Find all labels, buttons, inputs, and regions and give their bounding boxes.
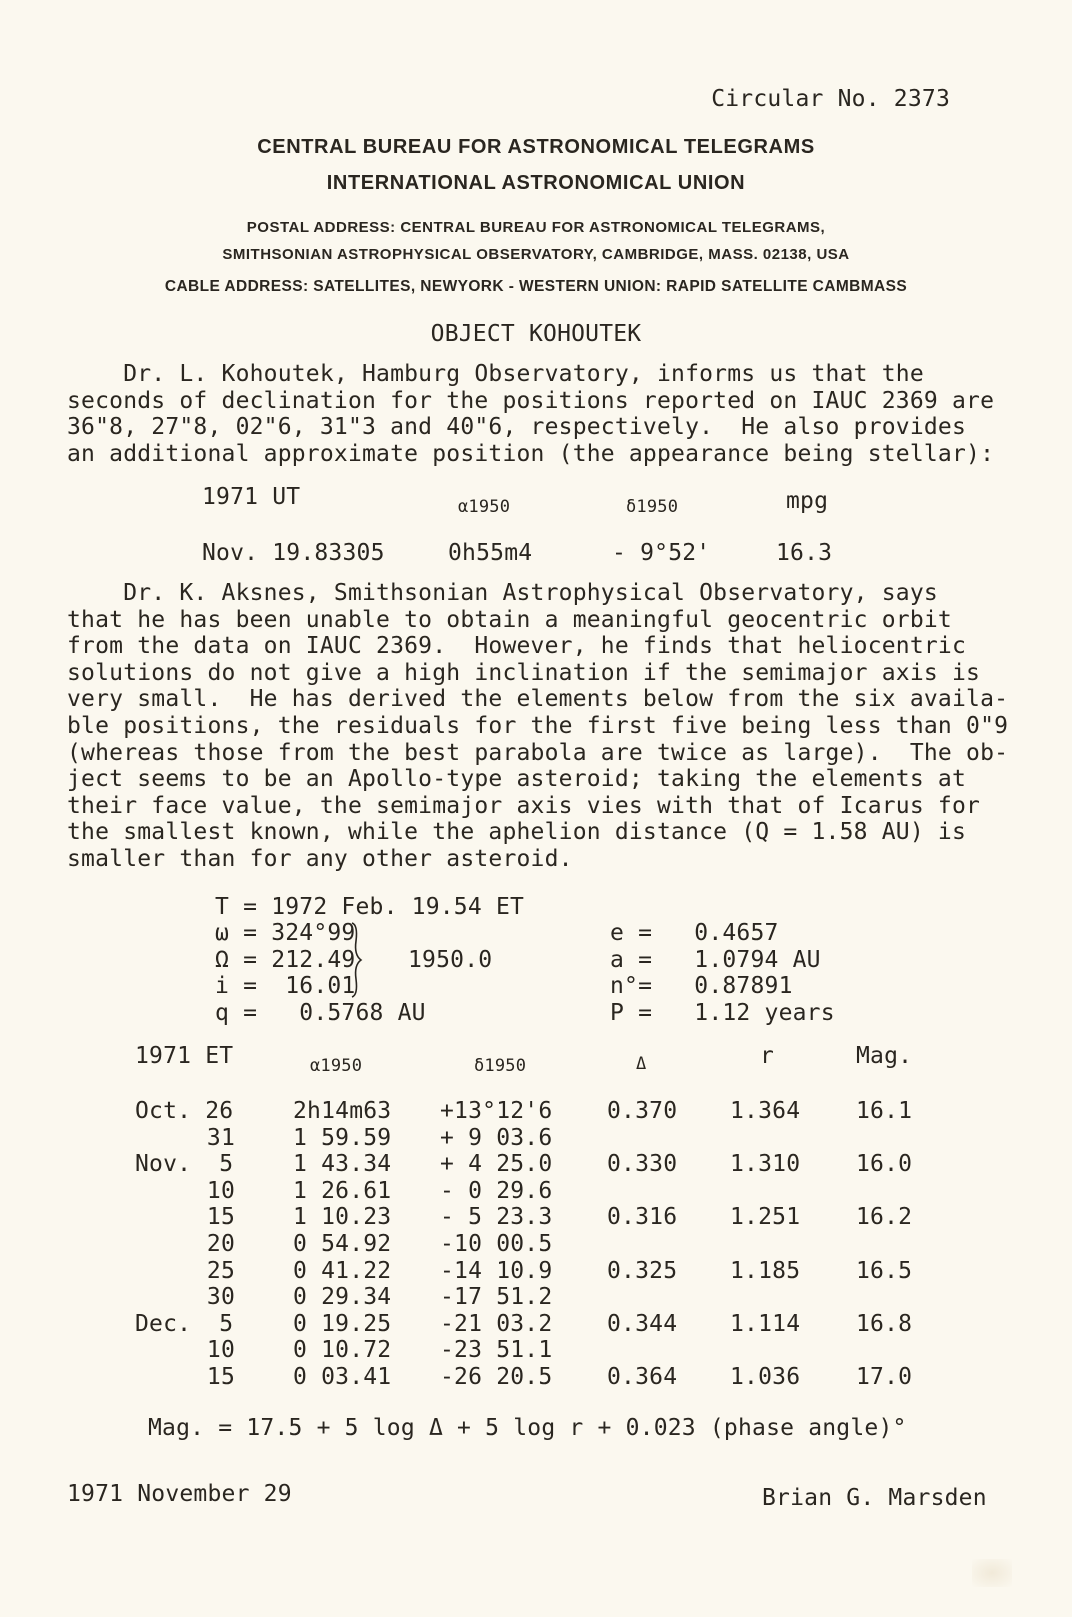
ephem-cell-ra: 0 03.41 (293, 1364, 392, 1390)
union-title: INTERNATIONAL ASTRONOMICAL UNION (326, 172, 746, 194)
bureau-title: CENTRAL BUREAU FOR ASTRONOMICAL TELEGRAMS (257, 136, 815, 158)
ephem-cell-dec: -14 10.9 (440, 1257, 553, 1284)
ephem-cell-date: 15 (206, 1204, 235, 1231)
position-ra: 0h55m4 (448, 540, 533, 566)
ephem-cell-date: 10 (206, 1177, 235, 1204)
ephem-header-mag: Mag. (856, 1043, 913, 1069)
ephem-cell-dec: - 5 23.3 (440, 1204, 553, 1231)
ephem-cell-dec: -21 03.2 (440, 1310, 553, 1337)
ephem-cell-ra: 0 29.34 (293, 1284, 392, 1311)
ephem-cell-date: Nov. 5 (135, 1151, 234, 1178)
object-title: OBJECT KOHOUTEK (430, 321, 642, 347)
circular-number: Circular No. 2373 (711, 86, 950, 112)
ephem-cell-mag: 17.0 (856, 1364, 913, 1390)
ephem-cell-mag: 16.8 (856, 1310, 913, 1337)
text-line: ject seems to be an Apollo-type asteroid; taking the elements at (67, 766, 967, 793)
ephem-cell-dec: -10 00.5 (440, 1231, 553, 1257)
text-line: 36"8, 27"8, 02"6, 31"3 and 40"6, respectively. He also provides (67, 414, 967, 441)
ephem-cell-date: 30 (206, 1284, 235, 1311)
ephem-cell-ra: 1 10.23 (293, 1204, 392, 1231)
ephem-cell-mag: 16.2 (856, 1204, 913, 1231)
ephem-header-dec: δ1950 (474, 1056, 527, 1076)
position-header-mag: mpg (786, 488, 829, 514)
position-dec: - 9°52' (612, 540, 711, 566)
ephem-header-delta: Δ (636, 1054, 647, 1074)
ephem-cell-date: 10 (206, 1337, 235, 1364)
ephem-cell-date: 20 (206, 1231, 235, 1257)
text-line: seconds of declination for the positions reported on IAUC 2369 are (67, 387, 995, 414)
postal-address: POSTAL ADDRESS: CENTRAL BUREAU FOR ASTRONOMICAL TELEGRAMS, (246, 219, 826, 236)
ephem-cell-mag: 16.0 (856, 1151, 913, 1178)
element-inclination: i = 16.01 (215, 973, 356, 999)
element-equinox: 1950.0 (408, 947, 493, 973)
element-node: Ω = 212.49 (215, 947, 356, 973)
ephem-cell-ra: 0 10.72 (293, 1337, 392, 1364)
text-line: an additional approximate position (the appearance being stellar): (67, 440, 995, 467)
text-line: ble positions, the residuals for the first five being less than 0"9 (67, 712, 1009, 739)
ephem-cell-date: 25 (206, 1257, 235, 1284)
text-line: the smallest known, while the aphelion distance (Q = 1.58 AU) is (67, 819, 967, 846)
ephem-cell-ra: 0 19.25 (293, 1310, 392, 1337)
ephem-cell-mag: 16.1 (856, 1098, 913, 1124)
ephem-cell-ra: 0 54.92 (293, 1231, 392, 1257)
ephem-cell-date: 31 (206, 1124, 235, 1151)
ephem-cell-r: 1.364 (730, 1098, 801, 1124)
ephem-cell-date: Oct. 26 (135, 1098, 234, 1124)
text-line: smaller than for any other asteroid. (67, 845, 573, 872)
text-line: (whereas those from the best parabola are twice as large). The ob- (67, 739, 1009, 766)
ephem-cell-ra: 1 59.59 (293, 1124, 392, 1151)
ephem-cell-r: 1.185 (730, 1257, 801, 1284)
ephem-cell-dec: + 9 03.6 (440, 1124, 553, 1151)
ephem-header-date: 1971 ET (135, 1043, 234, 1069)
ephem-cell-delta: 0.330 (607, 1151, 678, 1178)
cable-address: CABLE ADDRESS: SATELLITES, NEWYORK - WESTERN UNION: RAPID SATELLITE CAMBMASS (164, 278, 908, 295)
magnitude-formula: Mag. = 17.5 + 5 log Δ + 5 log r + 0.023 (phase angle)° (148, 1415, 907, 1441)
ephem-cell-dec: - 0 29.6 (440, 1177, 553, 1204)
position-date: Nov. 19.83305 (202, 540, 385, 566)
paper-stain (972, 1559, 1012, 1587)
ephem-cell-ra: 1 43.34 (293, 1151, 392, 1178)
ephem-cell-delta: 0.370 (607, 1098, 678, 1124)
paragraph-kohoutek (67, 361, 994, 467)
ephem-cell-date: 15 (206, 1364, 235, 1390)
brace-icon (348, 921, 368, 999)
position-header-dec: δ1950 (626, 497, 679, 517)
element-n: n°= 0.87891 (610, 973, 793, 999)
text-line: that he has been unable to obtain a meaningful geocentric orbit (67, 606, 952, 633)
ephem-cell-r: 1.310 (730, 1151, 801, 1178)
ephem-cell-dec: + 4 25.0 (440, 1151, 553, 1178)
position-mag: 16.3 (776, 540, 833, 566)
text-line: Dr. K. Aksnes, Smithsonian Astrophysical Observatory, says (67, 580, 938, 606)
ephem-cell-delta: 0.325 (607, 1257, 678, 1284)
element-P: P = 1.12 years (610, 1000, 835, 1026)
ephem-cell-dec: +13°12'6 (440, 1098, 553, 1124)
text-line: solutions do not give a high inclination if the semimajor axis is (67, 659, 981, 686)
position-header-time: 1971 UT (202, 484, 301, 510)
element-q: q = 0.5768 AU (215, 1000, 426, 1026)
element-a: a = 1.0794 AU (610, 947, 821, 973)
text-line: Dr. L. Kohoutek, Hamburg Observatory, informs us that the (67, 361, 924, 387)
ephem-header-r: r (760, 1043, 775, 1069)
ephem-cell-dec: -17 51.2 (440, 1284, 553, 1311)
ephem-cell-r: 1.036 (730, 1364, 801, 1390)
text-line: from the data on IAUC 2369. However, he finds that heliocentric (67, 633, 967, 660)
footer-date: 1971 November 29 (67, 1481, 292, 1507)
ephem-cell-ra: 2h14m63 (293, 1098, 392, 1124)
ephem-cell-ra: 1 26.61 (293, 1177, 392, 1204)
ephem-cell-dec: -23 51.1 (440, 1337, 553, 1364)
paragraph-aksnes (67, 580, 1008, 873)
ephem-cell-delta: 0.364 (607, 1364, 678, 1390)
element-e: e = 0.4657 (610, 920, 779, 946)
ephem-cell-ra: 0 41.22 (293, 1257, 392, 1284)
ephem-cell-dec: -26 20.5 (440, 1364, 553, 1390)
footer-author: Brian G. Marsden (762, 1485, 987, 1511)
text-line: their face value, the semimajor axis vies with that of Icarus for (67, 792, 981, 819)
element-omega: ω = 324°99 (215, 920, 356, 946)
ephem-cell-delta: 0.344 (607, 1310, 678, 1337)
text-line: very small. He has derived the elements below from the six availa- (67, 686, 1009, 713)
ephem-cell-mag: 16.5 (856, 1257, 913, 1284)
ephem-cell-date: Dec. 5 (135, 1310, 234, 1337)
postal-address-line2: SMITHSONIAN ASTROPHYSICAL OBSERVATORY, CAMBRIDGE, MASS. 02138, USA (222, 246, 850, 263)
ephem-cell-r: 1.251 (730, 1204, 801, 1231)
element-T: T = 1972 Feb. 19.54 ET (215, 894, 525, 920)
ephem-cell-r: 1.114 (730, 1310, 801, 1337)
ephem-header-ra: α1950 (310, 1056, 363, 1076)
position-header-ra: α1950 (458, 497, 511, 517)
ephem-cell-delta: 0.316 (607, 1204, 678, 1231)
